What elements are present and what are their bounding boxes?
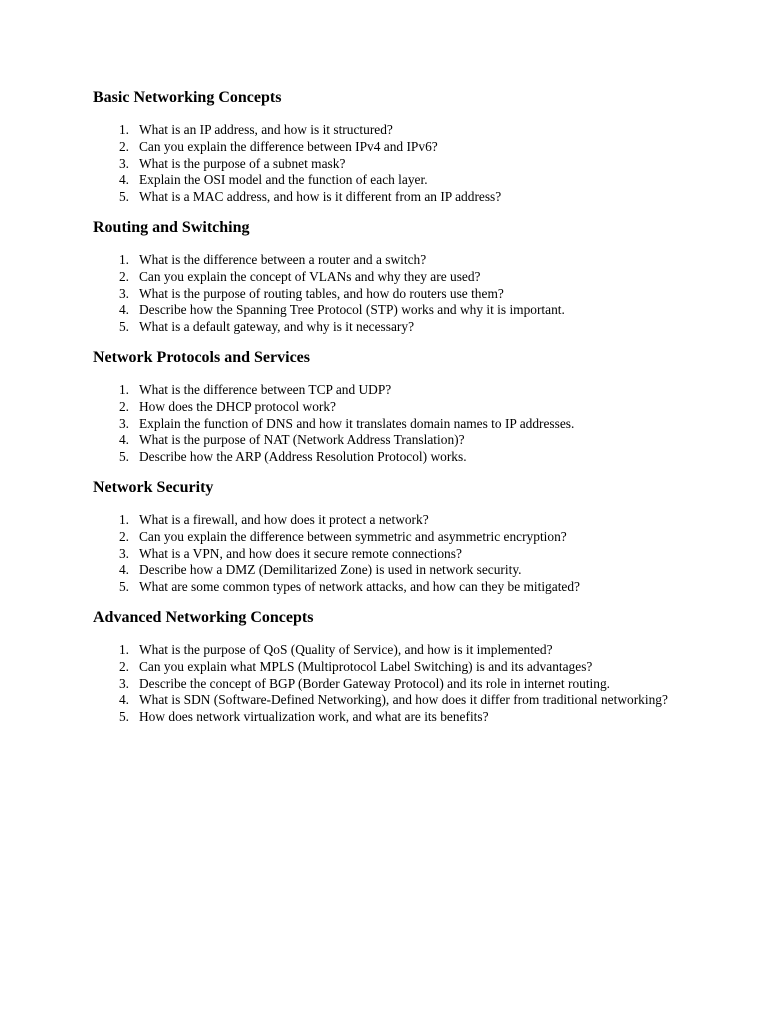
section-heading: Network Protocols and Services — [93, 348, 310, 366]
question-number: 5. — [118, 709, 129, 725]
question-number: 4. — [118, 562, 129, 578]
question-number: 2. — [118, 268, 129, 284]
question-item — [93, 319, 688, 336]
question-text: What is a firewall, and how does it protect a network? — [139, 511, 429, 527]
question-item — [93, 529, 688, 546]
question-text: Explain the OSI model and the function of each layer. — [139, 172, 428, 188]
question-item — [93, 659, 688, 676]
question-item — [93, 546, 688, 563]
question-number: 4. — [118, 692, 129, 708]
question-number: 5. — [118, 449, 129, 465]
question-text: What is SDN (Software-Defined Networking), and how does it differ from traditional networking? — [139, 692, 668, 708]
question-item — [93, 122, 688, 139]
question-list — [93, 512, 688, 596]
question-number: 4. — [118, 432, 129, 448]
section-heading: Routing and Switching — [93, 218, 250, 236]
question-text: What is a MAC address, and how is it different from an IP address? — [139, 189, 502, 205]
question-number: 5. — [118, 319, 129, 335]
question-item — [93, 562, 688, 579]
question-item — [93, 709, 688, 726]
question-number: 4. — [118, 172, 129, 188]
question-item — [93, 189, 688, 206]
section-advanced-networking — [93, 608, 688, 726]
question-text: Describe how a DMZ (Demilitarized Zone) is used in network security. — [139, 562, 522, 578]
question-item — [93, 579, 688, 596]
question-number: 3. — [118, 545, 129, 561]
question-text: What is the purpose of routing tables, and how do routers use them? — [139, 285, 504, 301]
section-network-security — [93, 478, 688, 596]
question-item — [93, 172, 688, 189]
question-item — [93, 642, 688, 659]
question-list — [93, 382, 688, 466]
question-text: Describe how the ARP (Address Resolution Protocol) works. — [139, 449, 467, 465]
question-item — [93, 302, 688, 319]
section-heading: Advanced Networking Concepts — [93, 608, 314, 626]
question-number: 3. — [118, 285, 129, 301]
question-text: What is an IP address, and how is it structured? — [139, 122, 393, 137]
question-list — [93, 122, 688, 206]
question-text: How does the DHCP protocol work? — [139, 398, 336, 414]
question-item — [93, 416, 688, 433]
question-item — [93, 449, 688, 466]
question-text: How does network virtualization work, and what are its benefits? — [139, 709, 489, 725]
question-number: 3. — [118, 415, 129, 431]
question-text: Can you explain the concept of VLANs and why they are used? — [139, 268, 481, 284]
question-text: What is the difference between a router and a switch? — [139, 251, 427, 267]
question-item — [93, 676, 688, 693]
question-list — [93, 252, 688, 336]
question-number: 1. — [118, 381, 129, 397]
question-number: 3. — [118, 155, 129, 171]
question-text: Can you explain what MPLS (Multiprotocol Label Switching) is and its advantages? — [139, 658, 593, 674]
section-heading: Basic Networking Concepts — [93, 89, 282, 106]
question-item — [93, 692, 688, 709]
question-text: What is the purpose of a subnet mask? — [139, 155, 346, 171]
question-number: 3. — [118, 675, 129, 691]
question-number: 1. — [118, 511, 129, 527]
question-number: 2. — [118, 528, 129, 544]
question-text: What are some common types of network attacks, and how can they be mitigated? — [139, 579, 581, 595]
question-text: What is the difference between TCP and UDP? — [139, 381, 392, 397]
question-text: Explain the function of DNS and how it translates domain names to IP addresses. — [139, 415, 575, 431]
question-number: 1. — [118, 122, 129, 137]
question-item — [93, 399, 688, 416]
question-number: 1. — [118, 251, 129, 267]
question-item — [93, 512, 688, 529]
question-number: 4. — [118, 302, 129, 318]
question-item — [93, 432, 688, 449]
question-item — [93, 269, 688, 286]
section-heading: Network Security — [93, 478, 214, 496]
question-item — [93, 382, 688, 399]
question-text: Describe the concept of BGP (Border Gateway Protocol) and its role in internet routing. — [139, 675, 611, 691]
section-routing-switching — [93, 218, 688, 336]
question-number: 2. — [118, 398, 129, 414]
section-basic-networking — [93, 88, 688, 206]
question-text: What is a VPN, and how does it secure remote connections? — [139, 545, 462, 561]
question-number: 1. — [118, 641, 129, 657]
question-text: What is a default gateway, and why is it necessary? — [139, 319, 415, 335]
question-item — [93, 156, 688, 173]
question-number: 2. — [118, 658, 129, 674]
question-text: Describe how the Spanning Tree Protocol (STP) works and why it is important. — [139, 302, 565, 318]
question-item — [93, 286, 688, 303]
question-text: Can you explain the difference between symmetric and asymmetric encryption? — [139, 528, 567, 544]
question-number: 2. — [118, 138, 129, 154]
question-text: What is the purpose of QoS (Quality of Service), and how is it implemented? — [139, 641, 553, 657]
question-text: What is the purpose of NAT (Network Address Translation)? — [139, 432, 465, 448]
question-list — [93, 642, 688, 726]
question-text: Can you explain the difference between IPv4 and IPv6? — [139, 138, 438, 154]
section-network-protocols — [93, 348, 688, 466]
question-item — [93, 139, 688, 156]
question-number: 5. — [118, 189, 129, 205]
question-item — [93, 252, 688, 269]
question-number: 5. — [118, 579, 129, 595]
